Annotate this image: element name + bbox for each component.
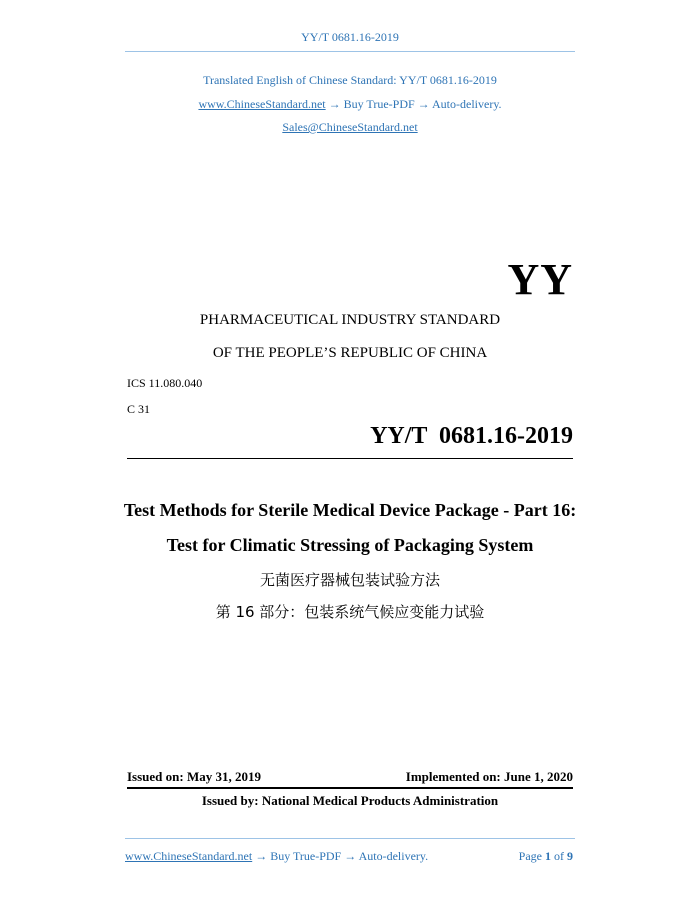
- standard-number-rule: [127, 458, 573, 459]
- page-of: of: [554, 849, 564, 863]
- arrow-right-icon: →: [328, 97, 341, 111]
- industry-line-2: OF THE PEOPLE’S REPUBLIC OF CHINA: [212, 345, 488, 361]
- banner-email-line: [0, 120, 700, 135]
- page-current: 1: [545, 849, 551, 863]
- industry-line-1: PHARMACEUTICAL INDUSTRY STANDARD: [199, 312, 501, 328]
- arrow-right-icon: →: [417, 97, 430, 111]
- footer-purchase-line: [125, 849, 428, 864]
- page-indicator: [519, 849, 573, 864]
- banner-translation-line: Translated English of Chinese Standard: YY/T 0681.16-2019: [203, 73, 497, 87]
- arrow-right-icon: →: [344, 849, 357, 863]
- title-en-line-2: Test for Climatic Stressing of Packaging System: [166, 535, 534, 555]
- banner-website-link[interactable]: www.ChineseStandard.net: [198, 97, 326, 111]
- banner-purchase-line: [0, 97, 700, 112]
- header-doc-number: YY/T 0681.16-2019: [301, 30, 399, 44]
- standard-code-logo: YY: [507, 255, 573, 304]
- banner-buy-text: Buy True-PDF: [343, 97, 415, 111]
- standard-number: YY/T 0681.16-2019: [370, 423, 573, 449]
- footer-buy-text: Buy True-PDF: [270, 849, 342, 863]
- header-divider: [125, 51, 575, 52]
- banner-delivery-text: Auto-delivery.: [432, 97, 502, 111]
- title-cn-line-1: 无菌医疗器械包装试验方法: [259, 571, 440, 589]
- issued-on-date: Issued on: May 31, 2019: [127, 769, 261, 784]
- ics-code: ICS 11.080.040: [127, 376, 203, 390]
- footer-divider: [125, 838, 575, 839]
- issued-by: Issued by: National Medical Products Administration: [201, 793, 499, 808]
- title-en-line-1: Test Methods for Sterile Medical Device Package - Part 16:: [123, 500, 577, 520]
- footer-website-link[interactable]: www.ChineseStandard.net: [125, 849, 253, 863]
- issue-info-rule: [127, 787, 573, 789]
- footer-delivery-text: Auto-delivery.: [358, 849, 429, 863]
- arrow-right-icon: →: [255, 849, 268, 863]
- banner-email-link[interactable]: Sales@ChineseStandard.net: [282, 120, 418, 134]
- page-total: 9: [567, 849, 573, 863]
- ccs-code: C 31: [127, 402, 151, 416]
- implemented-on-date: Implemented on: June 1, 2020: [405, 769, 573, 784]
- title-cn-line-2: 第 16 部分：包装系统气候应变能力试验: [215, 603, 485, 621]
- page-label: Page: [518, 849, 542, 863]
